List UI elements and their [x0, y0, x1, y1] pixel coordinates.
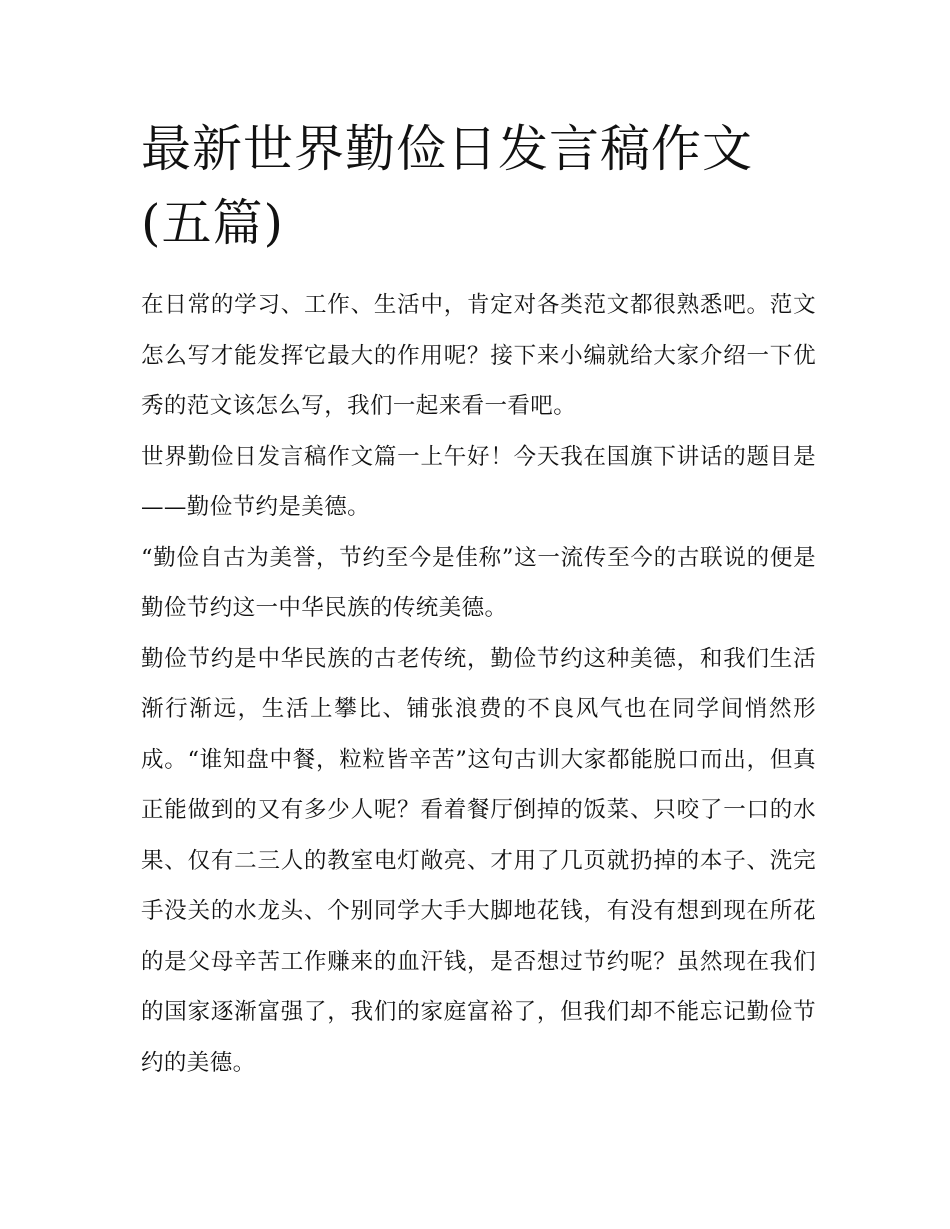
paragraph-couplet: “勤俭自古为美誉，节约至今是佳称”这一流传至今的古联说的便是勤俭节约这一中华民族的传统美德。: [141, 544, 816, 621]
paragraph-main: 勤俭节约是中华民族的古老传统，勤俭节约这种美德，和我们生活渐行渐远，生活上攀比、铺张浪费的不良风气也在同学间悄然形成。“谁知盘中餐，粒粒皆辛苦”这句古训大家都能脱口而出，但真正能做到的又有多少人呢？看着餐厅倒掉的饭菜、只咬了一口的水果、仅有二三人的教室电灯敞亮、才用了几页就扔掉的本子、洗完手没关的水龙头、个别同学大手大脚地花钱，有没有想到现在所花的是父母辛苦工作赚来的血汗钱，是否想过节约呢？虽然现在我们的国家逐渐富强了，我们的家庭富裕了，但我们却不能忘记勤俭节约的美德。: [141, 645, 816, 1076]
paragraph-opening: 世界勤俭日发言稿作文篇一上午好！今天我在国旗下讲话的题目是——勤俭节约是美德。: [141, 443, 816, 520]
document-title: 最新世界勤俭日发言稿作文(五篇): [141, 120, 753, 252]
document-body: [141, 280, 816, 1088]
paragraph-intro: 在日常的学习、工作、生活中，肯定对各类范文都很熟悉吧。范文怎么写才能发挥它最大的作用呢？接下来小编就给大家介绍一下优秀的范文该怎么写，我们一起来看一看吧。: [141, 292, 816, 419]
